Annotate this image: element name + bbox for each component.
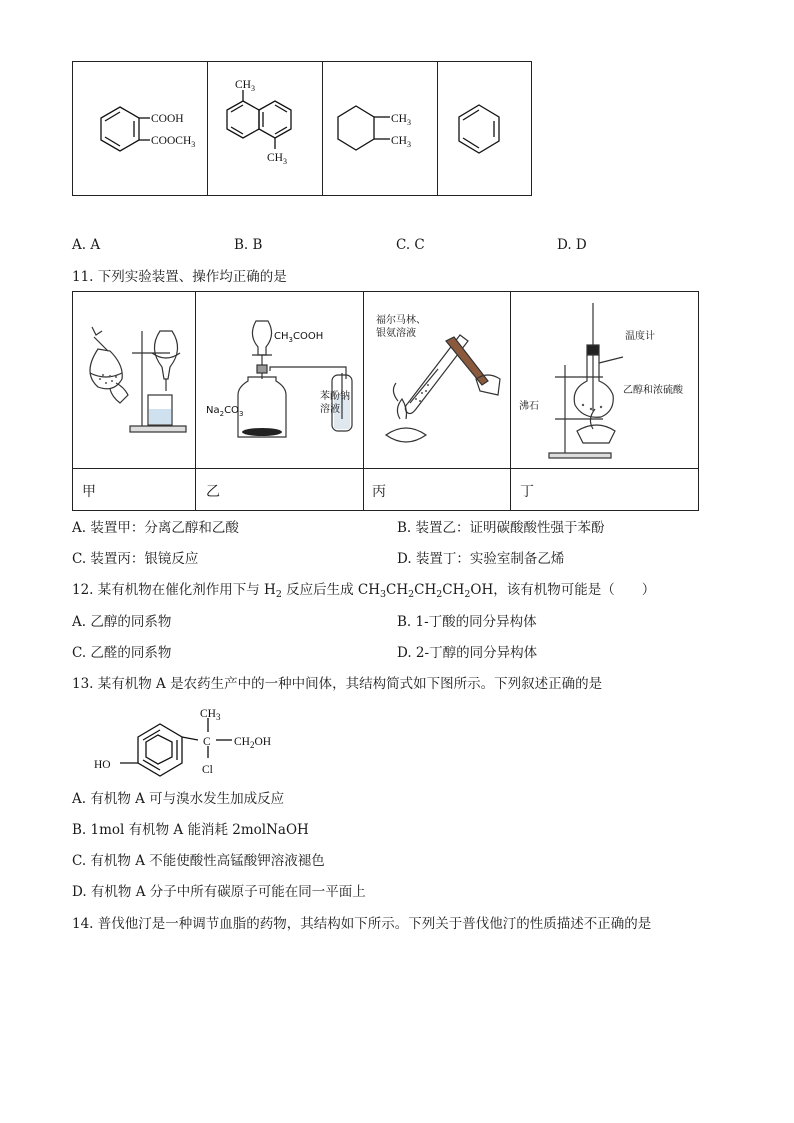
apparatus-jia-diagram: [72, 291, 195, 468]
q13-structure-ho-label: HO: [94, 759, 111, 771]
apparatus-label-ding: 丁: [520, 484, 534, 500]
structure-a-cooch3-label: $COOCH_3$: [151, 135, 196, 149]
q11-option-b[interactable]: B. 装置乙：证明碳酸酸性强于苯酚: [397, 520, 605, 536]
structure-a-diagram: [72, 61, 207, 196]
q13-structure-cl-label: Cl: [202, 764, 213, 776]
apparatus-bing-reagent-label-2: 银氨溶液: [376, 328, 416, 339]
apparatus-ding-thermometer-label: 温度计: [625, 331, 655, 342]
q10-option-c[interactable]: C. C: [396, 237, 425, 253]
structure-c-ch3-2-label: $CH_3$: [391, 135, 411, 149]
q12-option-b[interactable]: B. 1-丁酸的同分异构体: [397, 614, 537, 630]
apparatus-table: [72, 291, 699, 511]
apparatus-ding-reagents-label: 乙醇和浓硫酸: [623, 385, 683, 396]
q11-stem: 11. 下列实验装置、操作均正确的是: [72, 269, 287, 285]
q11-option-a[interactable]: A. 装置甲：分离乙醇和乙酸: [72, 520, 239, 536]
q13-structure-c-label: C: [203, 736, 211, 748]
apparatus-yi-phenolate-label-2: 溶液: [320, 404, 340, 415]
structure-c-diagram: [322, 61, 437, 196]
q12-stem: 12. 某有机物在催化剂作用下与 $H_2$ 反应后生成 $CH_3CH_2CH_2CH_2OH$，该有机物可能是（ ）: [72, 582, 656, 600]
structure-b-ch3-bottom-label: $CH_3$: [267, 152, 287, 166]
q12-option-a[interactable]: A. 乙醇的同系物: [72, 614, 172, 630]
structure-b-ch3-top-label: $CH_3$: [235, 79, 255, 93]
apparatus-ding-boiling-chips-label: 沸石: [519, 401, 539, 412]
q12-option-c[interactable]: C. 乙醛的同系物: [72, 645, 172, 661]
structure-a-cooh-label: COOH: [151, 113, 184, 125]
q13-option-d[interactable]: D. 有机物 A 分子中所有碳原子可能在同一平面上: [72, 884, 366, 900]
q11-option-c[interactable]: C. 装置丙：银镜反应: [72, 551, 199, 567]
apparatus-yi-acid-label: $CH_3COOH$: [274, 331, 324, 344]
q10-option-a[interactable]: A. A: [72, 237, 101, 253]
q13-option-a[interactable]: A. 有机物 A 可与溴水发生加成反应: [72, 791, 285, 807]
apparatus-bing-reagent-label-1: 福尔马林、: [376, 315, 426, 326]
apparatus-ding-diagram: [511, 291, 699, 468]
q13-structure-ch3-label: $CH_3$: [200, 708, 221, 722]
q13-option-b[interactable]: B. 1mol 有机物 A 能消耗 2molNaOH: [72, 822, 309, 838]
structure-c-ch3-1-label: $CH_3$: [391, 113, 411, 127]
apparatus-label-jia: 甲: [82, 484, 96, 500]
structure-table: [72, 61, 532, 196]
apparatus-yi-phenolate-label-1: 苯酚钠: [320, 391, 350, 402]
q13-structure-diagram: [90, 702, 300, 782]
apparatus-bing-diagram: [364, 291, 510, 468]
q13-option-c[interactable]: C. 有机物 A 不能使酸性高锰酸钾溶液褪色: [72, 853, 325, 869]
q13-stem: 13. 某有机物 A 是农药生产中的一种中间体，其结构简式如下图所示。下列叙述正确的是: [72, 676, 603, 692]
q13-structure-ch2oh-label: $CH_2OH$: [234, 736, 272, 750]
structure-d-diagram: [437, 61, 532, 196]
structure-b-diagram: [207, 61, 322, 196]
q10-option-d[interactable]: D. D: [557, 237, 587, 253]
q11-option-d[interactable]: D. 装置丁：实验室制备乙烯: [397, 551, 565, 567]
apparatus-yi-diagram: [196, 291, 363, 468]
q12-option-d[interactable]: D. 2-丁醇的同分异构体: [397, 645, 538, 661]
q10-option-b[interactable]: B. B: [234, 237, 263, 253]
apparatus-label-bing: 丙: [372, 484, 386, 500]
apparatus-label-yi: 乙: [206, 484, 220, 500]
apparatus-yi-na2co3-label: $Na_2CO_3$: [206, 405, 244, 418]
q14-stem: 14. 普伐他汀是一种调节血脂的药物，其结构如下所示。下列关于普伐他汀的性质描述不正确的是: [72, 916, 652, 932]
